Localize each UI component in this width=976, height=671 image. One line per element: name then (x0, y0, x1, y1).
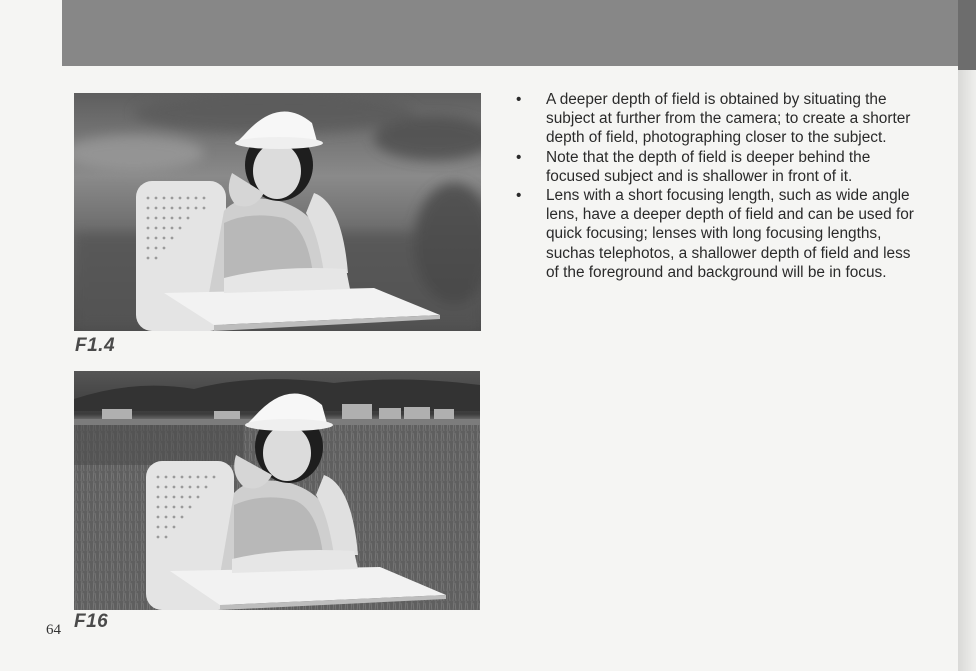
bullet-icon: • (516, 148, 522, 166)
page-edge (958, 0, 976, 671)
bullet-text: Lens with a short focusing length, such as wide angle lens, have a deeper depth of field and can be used for quick focusing; lenses with long focusing lengths, suchas telephotos, a shallower depth of field and less of the foreground and background will be in focus. (546, 187, 914, 281)
photo-caption: F1.4 (75, 335, 116, 356)
header-band (62, 0, 958, 66)
bullet-text: Note that the depth of field is deeper behind the focused subject and is shallower in front of it. (546, 148, 871, 185)
photo-deep-depth-of-field (74, 371, 480, 610)
bullet-item (512, 148, 922, 186)
bullet-icon: • (516, 91, 522, 108)
bullet-list (512, 90, 922, 282)
bullet-icon: • (516, 187, 522, 205)
bullet-item (512, 186, 922, 282)
photo-caption: F16 (74, 611, 109, 632)
page-edge-tab (958, 0, 976, 70)
bullet-text: A deeper depth of field is obtained by situating the subject at further from the camera; to create a shorter depth of field, photographing closer to the subject. (546, 91, 911, 147)
photo-shallow-depth-of-field (74, 93, 481, 331)
page-number: 64 (46, 622, 61, 638)
bullet-item (512, 90, 922, 148)
